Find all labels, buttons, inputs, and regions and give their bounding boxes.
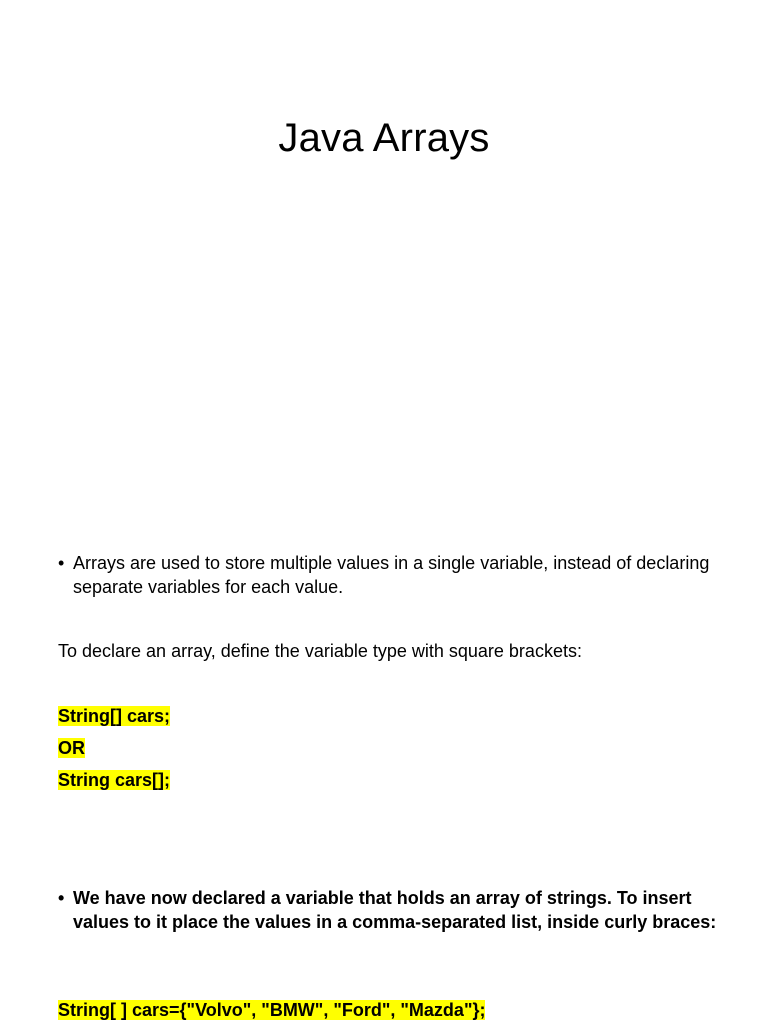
highlighted-code: String[ ] cars={"Volvo", "BMW", "Ford", "Mazda"}; xyxy=(58,1000,486,1020)
code-line-declaration-1 xyxy=(58,705,170,727)
code-line-initialization xyxy=(58,999,485,1021)
highlighted-code: String[] cars; xyxy=(58,706,171,726)
bullet-text: Arrays are used to store multiple values in a single variable, instead of declaring separate variables for each value. xyxy=(73,553,710,597)
code-line-declaration-2 xyxy=(58,769,170,791)
bullet-insert-values xyxy=(58,886,718,934)
bullet-arrays-definition xyxy=(58,551,718,599)
declare-intro-text: To declare an array, define the variable type with square brackets: xyxy=(58,641,582,661)
slide-title: Java Arrays xyxy=(278,116,490,160)
bullet-text: We have now declared a variable that holds an array of strings. To insert values to it place the values in a comma-separated list, inside curly braces: xyxy=(73,888,717,932)
highlighted-code: OR xyxy=(58,738,85,758)
bullet-dot: • xyxy=(58,553,65,573)
highlighted-code: String cars[]; xyxy=(58,770,171,790)
bullet-dot: • xyxy=(58,888,65,908)
code-line-or xyxy=(58,737,85,759)
